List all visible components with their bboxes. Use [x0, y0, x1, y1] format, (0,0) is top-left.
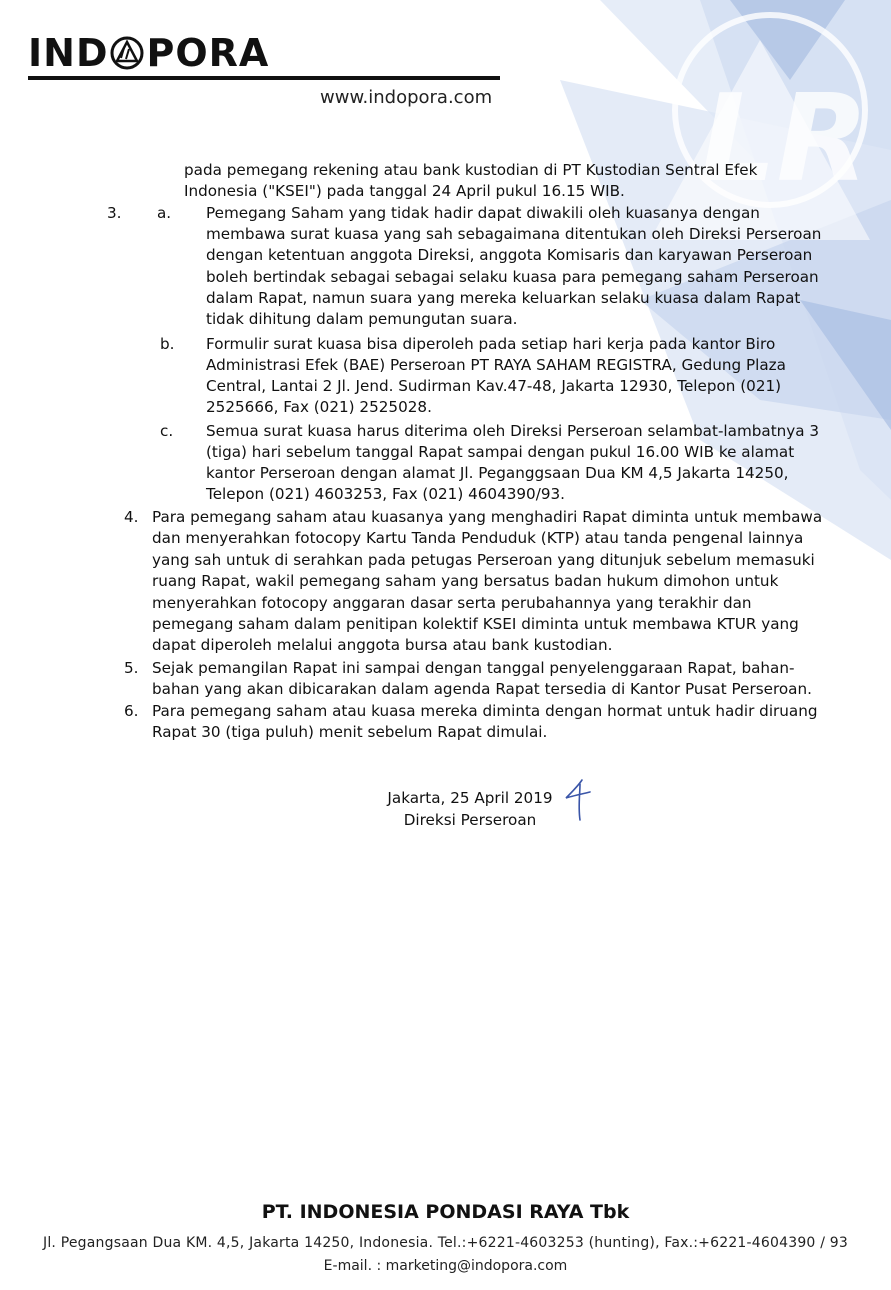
item3c-line: kantor Perseroan dengan alamat Jl. Peganggsaan Dua KM 4,5 Jakarta 14250,	[206, 464, 789, 482]
footer-email[interactable]: E-mail. : marketing@indopora.com	[323, 1258, 568, 1274]
item4-line: yang sah untuk di serahkan pada petugas Perseroan yang ditunjuk sebelum memasuki	[152, 551, 815, 569]
item-letter: a.	[157, 204, 172, 222]
item-number: 4.	[124, 508, 139, 526]
svg-text:LR: LR	[700, 70, 869, 209]
logo-text-right: PORA	[146, 31, 270, 75]
item3b-line: Administrasi Efek (BAE) Perseroan PT RAYA SAHAM REGISTRA, Gedung Plaza	[206, 356, 786, 374]
item6-line: Para pemegang saham atau kuasa mereka diminta dengan hormat untuk hadir diruang	[152, 702, 818, 720]
footer-company-name: PT. INDONESIA PONDASI RAYA Tbk	[261, 1201, 630, 1223]
item3b-line: 2525666, Fax (021) 2525028.	[206, 398, 432, 416]
item-letter: c.	[160, 422, 174, 440]
item3b-line: Central, Lantai 2 Jl. Jend. Sudirman Kav.47-48, Jakarta 12930, Telepon (021)	[206, 377, 782, 395]
item3c-line: Semua surat kuasa harus diterima oleh Direksi Perseroan selambat-lambatnya 3	[206, 422, 820, 440]
website-link[interactable]: www.indopora.com	[320, 87, 493, 108]
item4-line: Para pemegang saham atau kuasanya yang menghadiri Rapat diminta untuk membawa	[152, 508, 823, 526]
item6-line: Rapat 30 (tiga puluh) menit sebelum Rapat dimulai.	[152, 723, 548, 741]
item3a-line: tidak dihitung dalam pemungutan suara.	[206, 310, 518, 328]
item4-line: pemegang saham dalam penitipan kolektif KSEI diminta untuk membawa KTUR yang	[152, 615, 799, 633]
item3c-line: Telepon (021) 4603253, Fax (021) 4604390/93.	[206, 485, 565, 503]
item3a-line: dalam Rapat, namun suara yang mereka keluarkan selaku kuasa dalam Rapat	[206, 289, 801, 307]
item3a-line: Pemegang Saham yang tidak hadir dapat diwakili oleh kuasanya dengan	[206, 204, 760, 222]
intro-line: pada pemegang rekening atau bank kustodian di PT Kustodian Sentral Efek	[184, 161, 758, 179]
handwritten-signature	[560, 776, 594, 824]
place-date: Jakarta, 25 April 2019	[387, 789, 553, 807]
item3a-line: dengan ketentuan anggota Direksi, anggota Komisaris dan karyawan Perseroan	[206, 246, 813, 264]
item4-line: menyerahkan fotocopy anggaran dasar serta perubahannya yang terakhir dan	[152, 594, 752, 612]
item4-line: dapat diperoleh melalui anggota bursa atau bank kustodian.	[152, 636, 613, 654]
intro-line: Indonesia ("KSEI") pada tanggal 24 April pukul 16.15 WIB.	[184, 182, 625, 200]
signatory: Direksi Perseroan	[403, 811, 537, 829]
footer-address: Jl. Pegangsaan Dua KM. 4,5, Jakarta 14250, Indonesia. Tel.:+6221-4603253 (hunting), Fax.:+6221-4604390 / 93	[43, 1235, 848, 1251]
item5-line: Sejak pemangilan Rapat ini sampai dengan tanggal penyelenggaraan Rapat, bahan-	[152, 659, 795, 677]
company-logo	[28, 28, 269, 78]
logo-text-left: IND	[28, 31, 109, 75]
item3b-line: Formulir surat kuasa bisa diperoleh pada setiap hari kerja pada kantor Biro	[206, 335, 776, 353]
item3a-line: boleh bertindak sebagai sebagai selaku kuasa para pemegang saham Perseroan	[206, 268, 819, 286]
item-number: 3.	[107, 204, 122, 222]
item-number: 5.	[124, 659, 139, 677]
item-letter: b.	[160, 335, 175, 353]
item5-line: bahan yang akan dibicarakan dalam agenda Rapat tersedia di Kantor Pusat Perseroan.	[152, 680, 812, 698]
item3a-line: membawa surat kuasa yang sah sebagaimana ditentukan oleh Direksi Perseroan	[206, 225, 822, 243]
item-number: 6.	[124, 702, 139, 720]
item4-line: dan menyerahkan fotocopy Kartu Tanda Penduduk (KTP) atau tanda pengenal lainnya	[152, 529, 804, 547]
item3c-line: (tiga) hari sebelum tanggal Rapat sampai dengan pukul 16.00 WIB ke alamat	[206, 443, 795, 461]
logo-emblem-icon	[110, 36, 144, 70]
item4-line: ruang Rapat, wakil pemegang saham yang bersatus badan hukum dimohon untuk	[152, 572, 779, 590]
header-rule	[28, 76, 500, 80]
closing-block	[380, 787, 560, 831]
